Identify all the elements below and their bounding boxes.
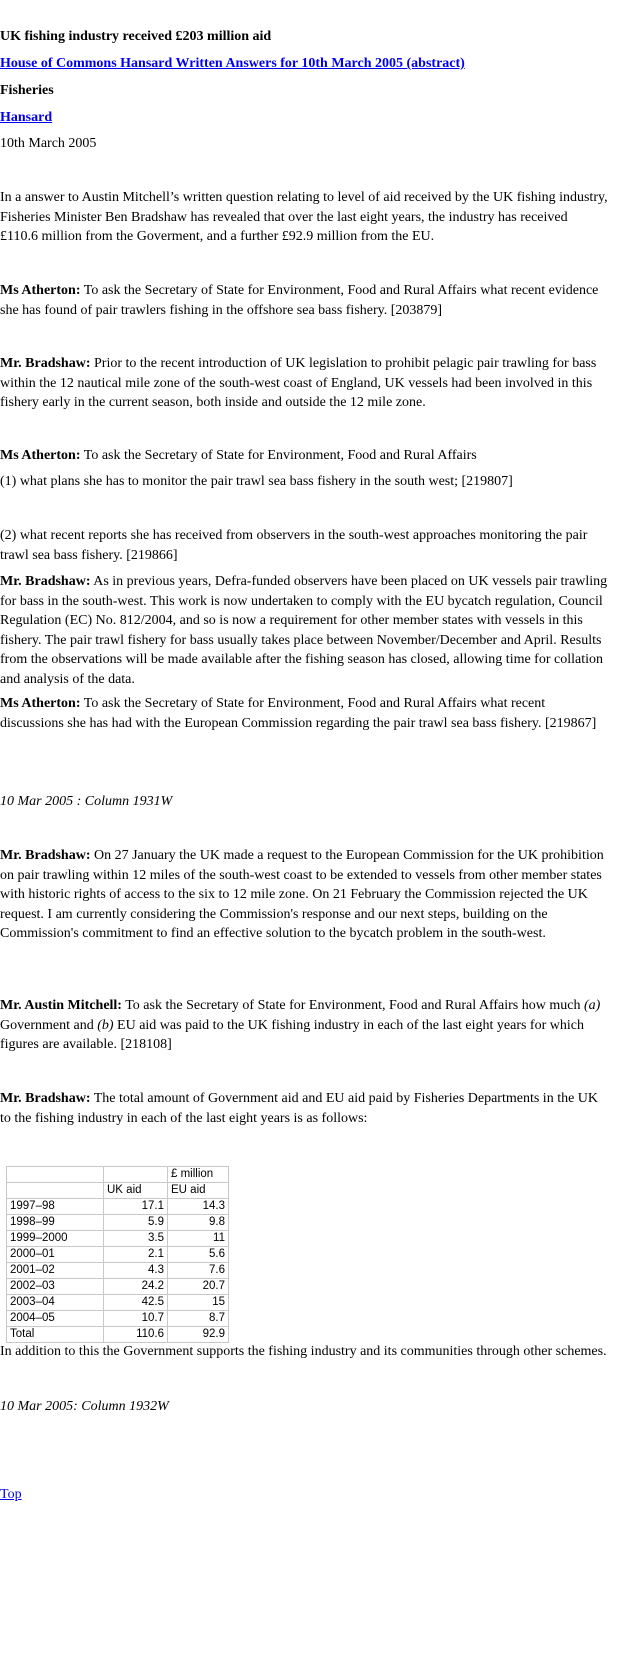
- table-row: [7, 1327, 229, 1343]
- qa-text: (1) what plans she has to monitor the pair trawl sea bass fishery in the south west; [219807]: [0, 474, 513, 489]
- table-row: [7, 1263, 229, 1279]
- eu-aid-cell: 11: [168, 1231, 229, 1247]
- qa-text: Prior to the recent introduction of UK legislation to prohibit pelagic pair trawling for bass within the 12 nautical mile zone of the south-west coast of England, UK vessels had been involved in this fishery early in the current season, both inside and outside the 12 mile zone.: [0, 356, 597, 410]
- table-row: [7, 1215, 229, 1231]
- speaker: Mr. Bradshaw:: [0, 574, 91, 589]
- qa-text: Government and: [0, 1017, 98, 1033]
- qa-paragraph: [0, 526, 608, 565]
- eu-aid-cell: 5.6: [168, 1247, 229, 1263]
- uk-aid-cell: 24.2: [104, 1279, 168, 1295]
- table-row: [7, 1183, 229, 1199]
- qa-paragraph: [0, 846, 608, 944]
- qa-paragraph: [0, 1089, 608, 1128]
- article-date: 10th March 2005: [0, 136, 97, 151]
- table-row: [7, 1295, 229, 1311]
- table-row: [7, 1279, 229, 1295]
- qa-paragraph: [0, 354, 608, 413]
- uk-aid-cell: 3.5: [104, 1231, 168, 1247]
- speaker: Ms Atherton:: [0, 696, 81, 711]
- uk-aid-header: UK aid: [104, 1183, 168, 1199]
- column-reference: 10 Mar 2005 : Column 1931W: [0, 794, 173, 809]
- unit-header: £ million: [168, 1167, 229, 1183]
- year-cell: 2002–03: [7, 1279, 104, 1295]
- hansard-link[interactable]: Hansard: [0, 110, 53, 125]
- qa-text: As in previous years, Defra-funded observers have been placed on UK vessels pair trawling for bass in the south-west. This work is now undertaken to comply with the EU bycatch regulation, Council Regulation (EC) No. 812/2004, and so is now a requirement for other member states with vessels in this fishery. The pair trawl fishery for bass usually takes place between November/December and April. Results from the observations will be made available after the fishing season has closed, allowing time for collation and analysis of the data.: [0, 574, 608, 687]
- qa-paragraph: [0, 694, 608, 733]
- table-cell: [7, 1167, 104, 1183]
- uk-aid-cell: 2.1: [104, 1247, 168, 1263]
- table-cell: [7, 1183, 104, 1199]
- qa-text: The total amount of Government aid and EU aid paid by Fisheries Departments in the UK to the fishing industry in each of the last eight years is as follows:: [0, 1091, 599, 1126]
- table-row: [7, 1199, 229, 1215]
- article-title: UK fishing industry received £203 million aid: [0, 29, 272, 44]
- speaker: Mr. Bradshaw:: [0, 356, 91, 371]
- eu-aid-cell: 8.7: [168, 1311, 229, 1327]
- aid-table: [6, 1166, 229, 1343]
- speaker: Mr. Bradshaw:: [0, 1091, 91, 1106]
- uk-aid-cell: 5.9: [104, 1215, 168, 1231]
- year-cell: 1998–99: [7, 1215, 104, 1231]
- top-link[interactable]: Top: [0, 1487, 22, 1502]
- speaker: Mr. Austin Mitchell:: [0, 998, 122, 1013]
- speaker: Ms Atherton:: [0, 283, 81, 298]
- year-cell: 2003–04: [7, 1295, 104, 1311]
- qa-text: To ask the Secretary of State for Environment, Food and Rural Affairs what recent evidence she has found of pair trawlers fishing in the offshore sea bass fishery. [203879]: [0, 283, 599, 318]
- eu-aid-cell: 20.7: [168, 1279, 229, 1295]
- qa-paragraph: [0, 281, 608, 320]
- uk-aid-cell: 10.7: [104, 1311, 168, 1327]
- year-cell: 1999–2000: [7, 1231, 104, 1247]
- qa-paragraph: [0, 996, 608, 1055]
- table-row: [7, 1311, 229, 1327]
- uk-aid-cell: 110.6: [104, 1327, 168, 1343]
- eu-aid-cell: 15: [168, 1295, 229, 1311]
- category-heading: Fisheries: [0, 83, 54, 98]
- table-row: [7, 1247, 229, 1263]
- column-reference: 10 Mar 2005: Column 1932W: [0, 1399, 169, 1414]
- eu-aid-cell: 7.6: [168, 1263, 229, 1279]
- table-row: [7, 1167, 229, 1183]
- table-row: [7, 1231, 229, 1247]
- uk-aid-cell: 4.3: [104, 1263, 168, 1279]
- qa-text: To ask the Secretary of State for Environment, Food and Rural Affairs how much: [121, 998, 584, 1013]
- table-cell: [104, 1167, 168, 1183]
- eu-aid-cell: 92.9: [168, 1327, 229, 1343]
- speaker: Mr. Bradshaw:: [0, 848, 91, 863]
- qa-text: (b): [97, 1017, 114, 1033]
- year-cell: 1997–98: [7, 1199, 104, 1215]
- qa-text: To ask the Secretary of State for Environment, Food and Rural Affairs: [80, 448, 477, 463]
- uk-aid-cell: 42.5: [104, 1295, 168, 1311]
- eu-aid-cell: 9.8: [168, 1215, 229, 1231]
- qa-text: (2) what recent reports she has received from observers in the south-west approaches monitoring the pair trawl sea bass fishery. [219866]: [0, 528, 588, 563]
- eu-aid-cell: 14.3: [168, 1199, 229, 1215]
- intro-paragraph: In a answer to Austin Mitchell’s written question relating to level of aid received by the UK fishing industry, Fisheries Minister Ben Bradshaw has revealed that over the last eight years, the industry has received £110.6 million from the Goverment, and a further £92.9 million from the EU.: [0, 190, 608, 244]
- qa-paragraph: [0, 572, 608, 689]
- year-cell: 2001–02: [7, 1263, 104, 1279]
- year-cell: 2004–05: [7, 1311, 104, 1327]
- eu-aid-header: EU aid: [168, 1183, 229, 1199]
- year-cell: Total: [7, 1327, 104, 1343]
- qa-text: EU aid was paid to the UK fishing industry in each of the last eight years for which figures are available. [218108]: [0, 1017, 584, 1052]
- qa-text: (a): [583, 998, 601, 1013]
- qa-paragraph: [0, 472, 608, 492]
- qa-text: On 27 January the UK made a request to the European Commission for the UK prohibition on pair trawling within 12 miles of the south-west coast to be extended to vessels from other member states with historic rights of access to the six to 12 mile zone. On 21 February the Commission rejected the UK request. I am currently considering the Commission's response and our next steps, building on the Commission's commitment to find an effective solution to the bycatch problem in the south-west.: [0, 848, 604, 941]
- qa-text: To ask the Secretary of State for Environment, Food and Rural Affairs what recent discussions she has had with the European Commission regarding the pair trawl sea bass fishery. [219867]: [0, 696, 597, 731]
- speaker: Ms Atherton:: [0, 448, 81, 463]
- year-cell: 2000–01: [7, 1247, 104, 1263]
- qa-paragraph: [0, 446, 608, 466]
- uk-aid-cell: 17.1: [104, 1199, 168, 1215]
- source-link[interactable]: House of Commons Hansard Written Answers for 10th March 2005 (abstract): [0, 56, 465, 71]
- closing-paragraph: In addition to this the Government supports the fishing industry and its communities through other schemes.: [0, 1344, 607, 1359]
